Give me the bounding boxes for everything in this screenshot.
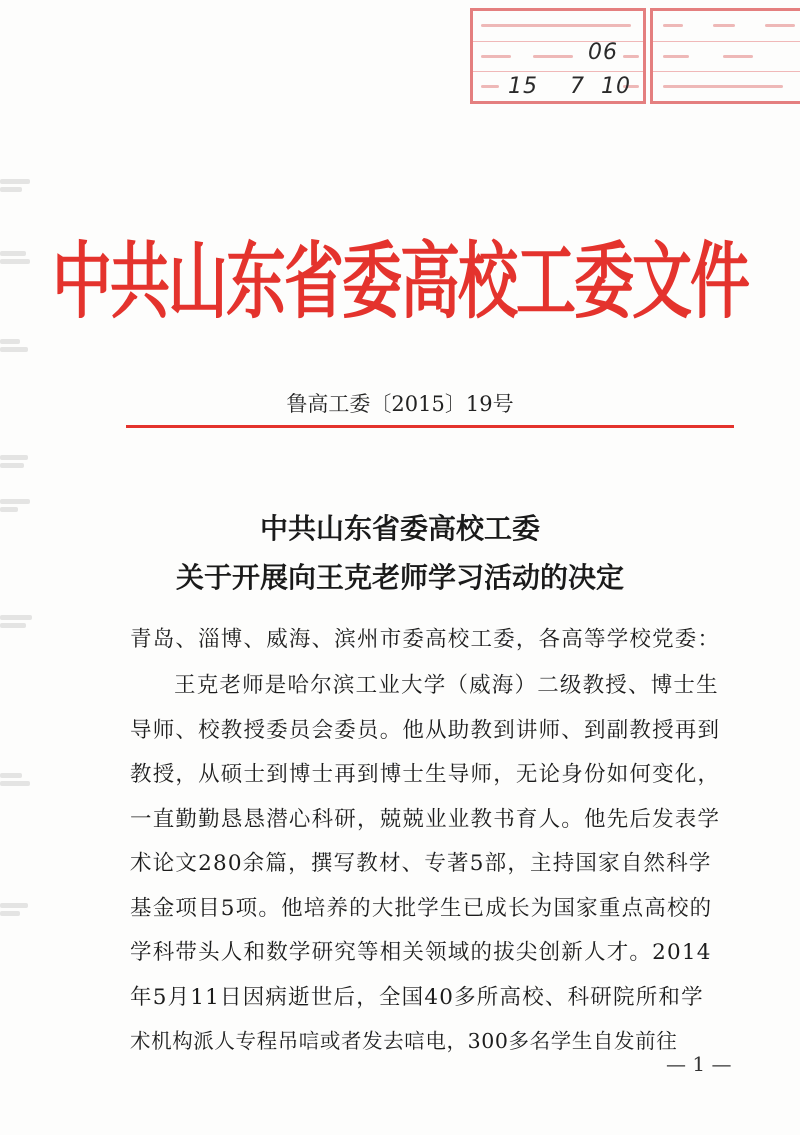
stamp-row	[473, 11, 643, 42]
bleed-through-mark	[0, 612, 34, 638]
bleed-through-mark	[0, 452, 34, 478]
bleed-through-mark	[0, 770, 34, 796]
document-title-line-2: 关于开展向王克老师学习活动的决定	[175, 561, 624, 594]
body-line: 学科带头人和数学研究等相关领域的拔尖创新人才。2014	[130, 940, 712, 965]
body-line: 王克老师是哈尔滨工业大学（威海）二级教授、博士生	[174, 673, 719, 698]
stamp-row	[653, 11, 800, 42]
body-line: 年5月11日因病逝世后，全国40多所高校、科研院所和学	[130, 985, 704, 1010]
bleed-through-mark	[0, 900, 34, 926]
stamp-handwritten-date: 15 7 10	[508, 74, 631, 99]
bleed-through-mark	[0, 336, 34, 362]
bleed-through-mark	[0, 176, 34, 202]
receipt-stamp-secondary	[650, 8, 800, 104]
document-title-line-1: 中共山东省委高校工委	[259, 512, 540, 545]
document-header: 中共山东省委高校工委文件	[52, 233, 748, 331]
page-number: — 1 —	[666, 1052, 732, 1076]
stamp-row	[653, 71, 800, 101]
stamp-row	[653, 41, 800, 72]
document-number: 鲁高工委〔2015〕19号	[286, 392, 514, 416]
body-line: 教授，从硕士到博士再到博士生导师，无论身份如何变化，	[130, 762, 721, 787]
stamp-handwritten-number: 06	[588, 40, 618, 65]
body-line: 基金项目5项。他培养的大批学生已成长为国家重点高校的	[130, 896, 713, 921]
body-line: 术机构派人专程吊唁或者发去唁电，300多名学生自发前往	[130, 1029, 678, 1053]
body-line: 术论文280余篇，撰写教材、专著5部，主持国家自然科学	[130, 851, 712, 876]
addressee-line: 青岛、淄博、威海、滨州市委高校工委，各高等学校党委：	[130, 627, 721, 652]
red-divider-line	[126, 425, 734, 428]
body-line: 一直勤勤恳恳潜心科研，兢兢业业教书育人。他先后发表学	[130, 807, 721, 832]
body-line: 导师、校教授委员会委员。他从助教到讲师、到副教授再到	[130, 718, 721, 743]
